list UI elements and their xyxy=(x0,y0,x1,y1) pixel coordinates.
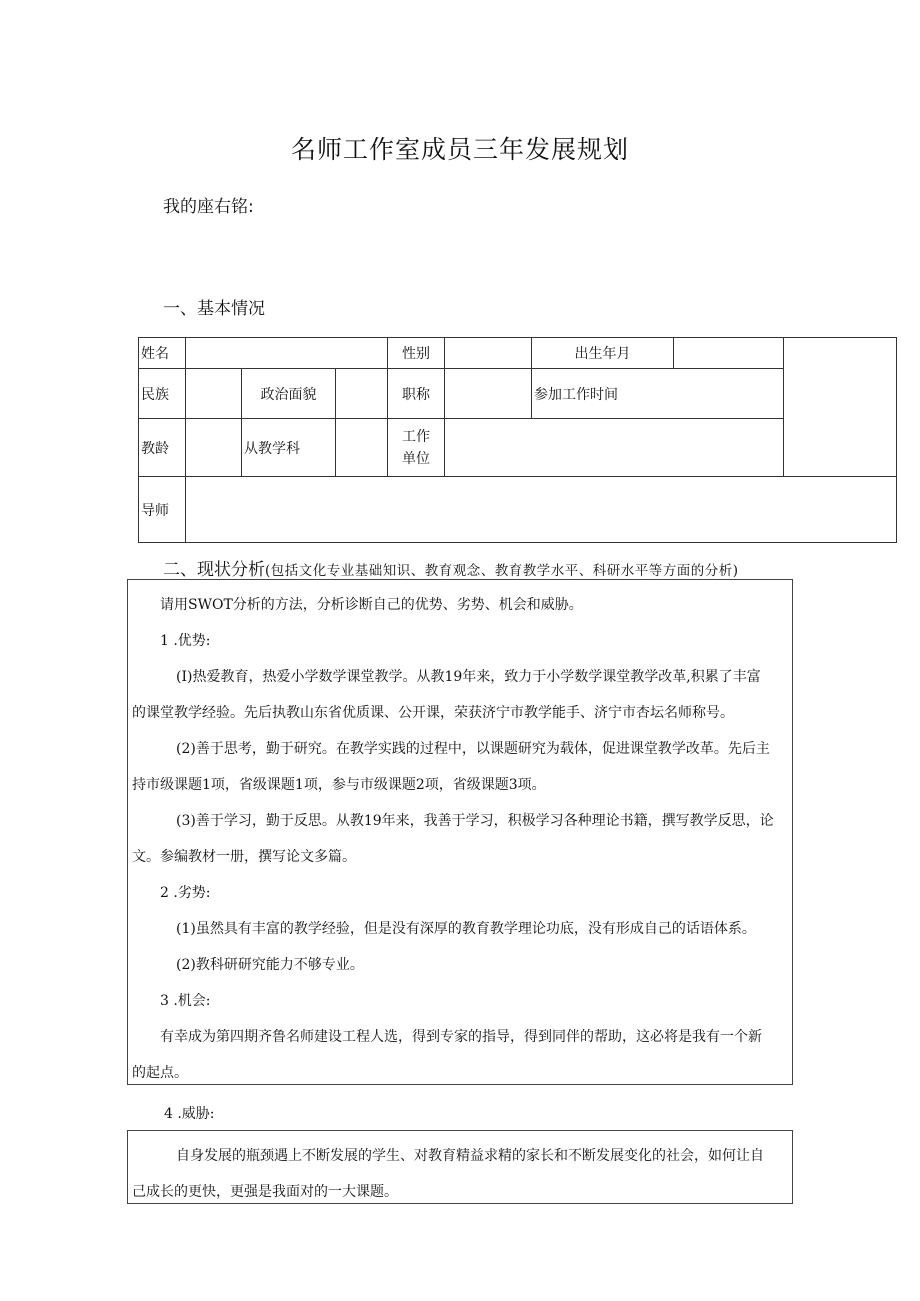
document-title: 名师工作室成员三年发展规划 xyxy=(290,135,629,164)
label-teaching-years: 教龄 xyxy=(139,419,186,477)
label-gender: 性别 xyxy=(388,338,445,369)
label-name: 姓名 xyxy=(139,338,186,369)
opportunities-heading: 3 .机会: xyxy=(160,993,211,1009)
analysis-intro: 请用SWOT分析的方法，分析诊断自己的优势、劣势、机会和威胁。 xyxy=(160,597,583,613)
label-subject: 从教学科 xyxy=(242,419,336,477)
label-workplace-line2: 单位 xyxy=(402,450,431,467)
strength-2-line1: (2)善于思考，勤于研究。在教学实践的过程中，以课题研究为载体，促进课堂教学改革。先后主 xyxy=(176,741,770,757)
section-analysis-heading xyxy=(163,555,739,580)
weaknesses-heading: 2 .劣势: xyxy=(160,885,211,901)
strength-1-line2: 的课堂教学经验。先后执教山东省优质课、公开课，荣获济宁市教学能手、济宁市杏坛名师称号。 xyxy=(132,705,734,721)
label-workplace xyxy=(388,419,445,477)
value-ethnicity xyxy=(186,369,242,419)
section-basic-info-heading: 一、基本情况 xyxy=(163,299,265,319)
label-workplace-line1: 工作 xyxy=(402,428,431,445)
value-birth xyxy=(674,338,784,369)
threat-line2: 己成长的更快，更强是我面对的一大课题。 xyxy=(132,1184,398,1200)
value-mentor xyxy=(186,477,897,543)
basic-info-table xyxy=(138,337,897,543)
threats-heading: 4 .威胁: xyxy=(164,1106,215,1122)
label-ethnicity: 民族 xyxy=(139,369,186,419)
photo-cell xyxy=(784,338,897,477)
threat-line1: 自身发展的瓶颈遇上不断发展的学生、对教育精益求精的家长和不断发展变化的社会，如何让自 xyxy=(176,1148,764,1164)
weakness-1: (1)虽然具有丰富的教学经验，但是没有深厚的教育教学理论功底，没有形成自己的话语体系。 xyxy=(176,921,756,937)
section-analysis-title: 二、现状分析 xyxy=(163,560,265,580)
threats-box xyxy=(127,1130,793,1204)
motto-label: 我的座右铭: xyxy=(163,197,254,217)
analysis-box xyxy=(127,579,793,1085)
strength-2-line2: 持市级课题1项，省级课题1项，参与市级课题2项，省级课题3项。 xyxy=(132,777,546,793)
value-gender xyxy=(445,338,532,369)
value-subject xyxy=(336,419,388,477)
opportunity-line1: 有幸成为第四期齐鲁名师建设工程人选，得到专家的指导，得到同伴的帮助，这必将是我有一个新 xyxy=(160,1029,762,1045)
value-politics xyxy=(336,369,388,419)
value-teaching-years xyxy=(186,419,242,477)
label-work-start: 参加工作时间 xyxy=(532,369,784,419)
strength-3-line1: (3)善于学习，勤于反思。从教19年来，我善于学习，积极学习各种理论书籍，撰写教学反思，论 xyxy=(176,813,774,829)
strength-3-line2: 文。参编教材一册，撰写论文多篇。 xyxy=(132,849,356,865)
label-mentor: 导师 xyxy=(139,477,186,543)
label-politics: 政治面貌 xyxy=(242,369,336,419)
weakness-2: (2)教科研研究能力不够专业。 xyxy=(176,957,364,973)
strengths-heading: 1 .优势: xyxy=(160,633,211,649)
section-analysis-note: (包括文化专业基础知识、教育观念、教育教学水平、科研水平等方面的分析) xyxy=(265,563,739,579)
value-name xyxy=(186,338,388,369)
strength-1-line1: (I)热爱教育，热爱小学数学课堂教学。从教19年来，致力于小学数学课堂教学改革,积累了丰富 xyxy=(176,669,761,685)
label-birth: 出生年月 xyxy=(532,338,674,369)
opportunity-line2: 的起点。 xyxy=(132,1065,188,1081)
value-title xyxy=(445,369,532,419)
label-title: 职称 xyxy=(388,369,445,419)
value-workplace xyxy=(445,419,784,477)
